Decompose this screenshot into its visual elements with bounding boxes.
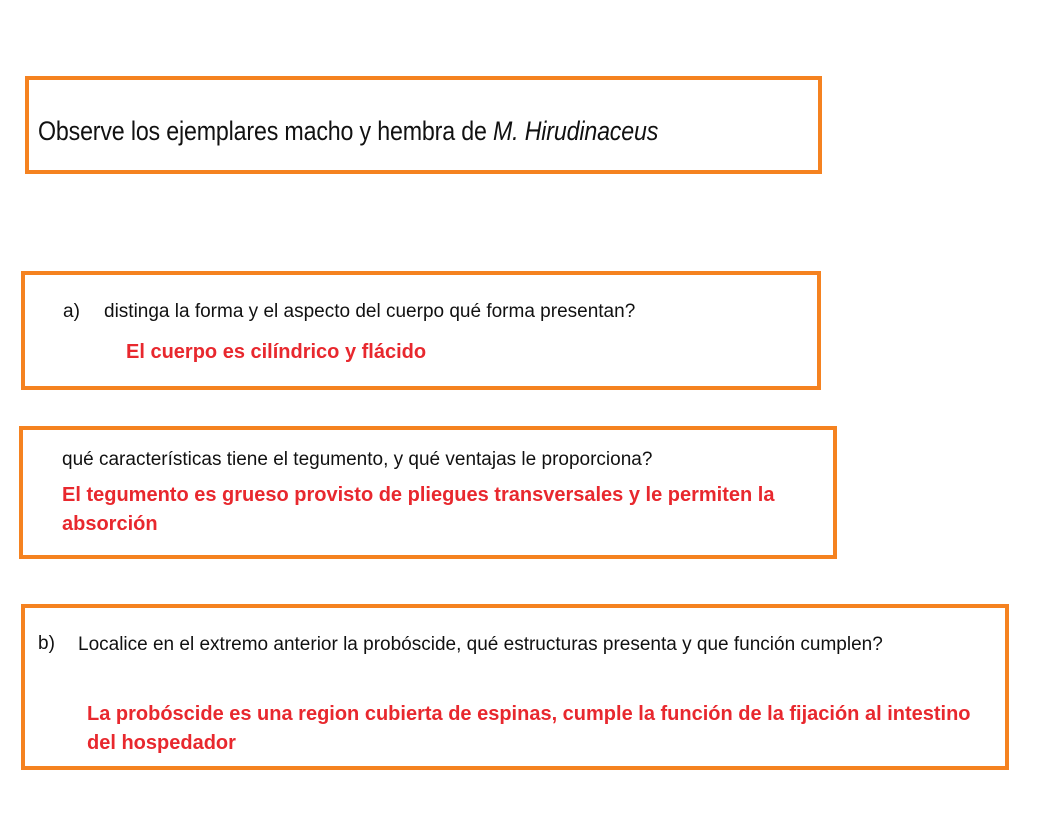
- question-text-tegumento: qué características tiene el tegumento, y qué ventajas le proporciona?: [62, 449, 653, 470]
- page-title: [38, 116, 658, 146]
- question-marker-b: b): [38, 633, 55, 654]
- question-text-a: distinga la forma y el aspecto del cuerpo qué forma presentan?: [104, 301, 636, 322]
- species-name: M. Hirudinaceus: [492, 116, 659, 146]
- answer-text-a: El cuerpo es cilíndrico y flácido: [126, 341, 427, 363]
- answer-text-tegumento: El tegumento es grueso provisto de pliegues transversales y le permiten la absorción: [62, 484, 775, 535]
- question-box-a: [21, 271, 821, 390]
- question-box-b: [21, 604, 1009, 770]
- question-marker-a: a): [63, 301, 80, 322]
- question-text-b: Localice en el extremo anterior la probóscide, qué estructuras presenta y que función cumplen?: [78, 634, 883, 655]
- title-box: [25, 76, 822, 174]
- answer-text-b: La probóscide es una region cubierta de espinas, cumple la función de la fijación al intestino del hospedador: [87, 703, 971, 754]
- title-prefix: Observe los ejemplares macho y hembra de: [38, 116, 493, 146]
- question-box-tegumento: [19, 426, 837, 559]
